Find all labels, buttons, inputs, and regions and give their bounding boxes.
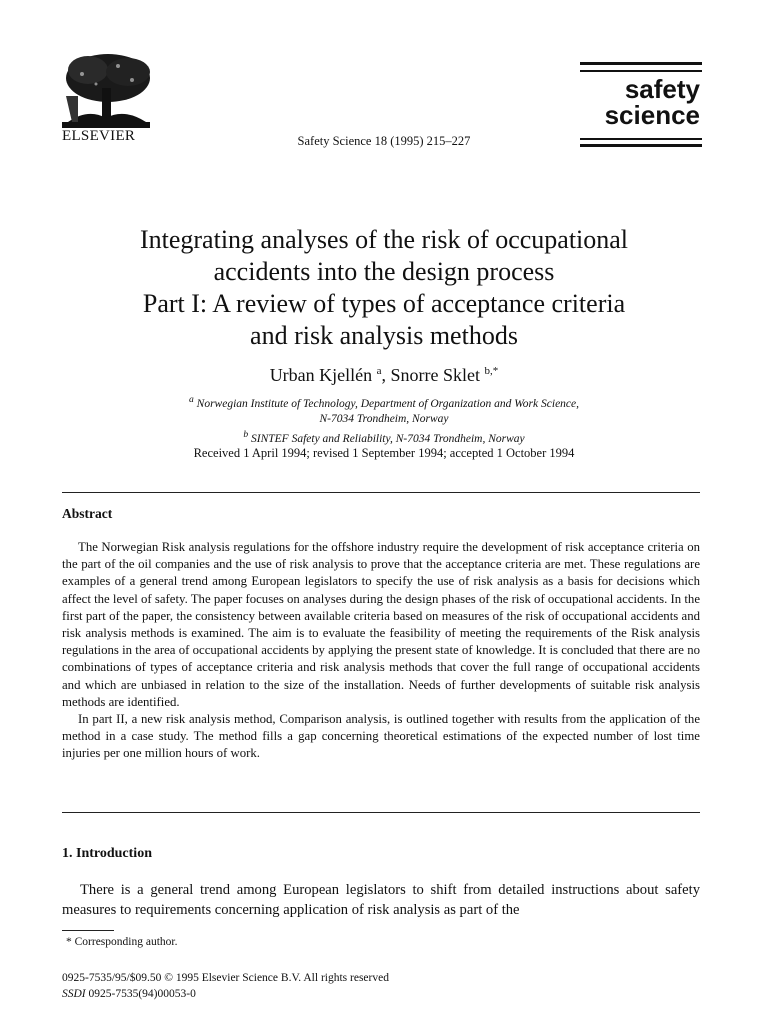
title-line: accidents into the design process <box>213 257 555 286</box>
affiliation-marker: a <box>376 365 382 377</box>
author-name: Snorre Sklet <box>390 365 481 385</box>
affiliation-text: N-7034 Trondheim, Norway <box>319 412 449 425</box>
abstract-paragraph: The Norwegian Risk analysis regulations for the offshore industry require the development of risk acceptance criteria on the part of the oil companies and the use of risk analysis to prove that the acceptance criteria are met. These regulations are examples of a general trend among European legislators to specify the use of risk analysis as a basis for decisions which affect the level of safety. The paper focuses on analyses during the design phases of the risk of occupational accidents. In the first part of the paper, the consistency between available criteria based on measures of the risk of occupational accidents and risk analysis methods is examined. The aim is to evaluate the feasibility of meeting the requirements of the Risk analysis regulations in the area of occupational accidents by applying the present state of knowledge. It is concluded that there are no combinations of types of acceptance criteria and risk analysis methods that cover the full range of occupational accidents and which are unbiased in relation to the size of the installation. Needs of further developments of suitable risk analysis methods are identified. <box>62 540 700 709</box>
affiliation-marker: b <box>243 428 249 440</box>
article-title <box>40 224 728 352</box>
abstract-paragraph: In part II, a new risk analysis method, Comparison analysis, is outlined together with results from the application of the method in a case study. The method fills a gap concerning theoretical estimations of the expected number of lost time injuries per one million hours of work. <box>62 712 700 761</box>
publisher-name: ELSEVIER <box>62 128 136 144</box>
author-separator: , <box>381 365 391 385</box>
abstract-body <box>62 539 700 763</box>
safety-science-logo <box>580 62 702 154</box>
ssdi-label: SSDI <box>62 988 86 1000</box>
ssdi-line <box>62 988 196 1000</box>
affiliation-text: SINTEF Safety and Reliability, N-7034 Trondheim, Norway <box>251 432 525 445</box>
footnote: * Corresponding author. <box>66 936 178 948</box>
abstract-heading: Abstract <box>62 506 113 521</box>
svg-text:science: science <box>604 100 700 130</box>
author-list <box>0 365 768 386</box>
elsevier-tree-logo <box>58 52 154 130</box>
affiliations <box>0 392 768 447</box>
affiliation-marker: b,* <box>484 365 499 377</box>
footnote-divider <box>62 930 114 931</box>
divider <box>62 492 700 493</box>
affiliation-marker: a <box>188 394 194 405</box>
received-dates: Received 1 April 1994; revised 1 September 1994; accepted 1 October 1994 <box>193 446 575 460</box>
section-heading: 1. Introduction <box>62 846 152 861</box>
title-line: Part I: A review of types of acceptance criteria <box>142 289 626 318</box>
ssdi-value: 0925-7535(94)00053-0 <box>85 988 196 1000</box>
author-name: Urban Kjellén <box>269 365 373 385</box>
body-paragraph: There is a general trend among European legislators to shift from detailed instructions about safety measures to requirements concerning application of risk analysis as part of the <box>62 882 700 918</box>
journal-citation: Safety Science 18 (1995) 215–227 <box>297 134 471 148</box>
affiliation-text: Norwegian Institute of Technology, Department of Organization and Work Science, <box>196 397 580 410</box>
title-line: Integrating analyses of the risk of occupational <box>139 225 629 254</box>
svg-text:safety: safety <box>624 74 700 104</box>
title-line: and risk analysis methods <box>250 321 518 350</box>
copyright-line: 0925-7535/95/$09.50 © 1995 Elsevier Science B.V. All rights reserved <box>62 972 389 984</box>
divider <box>62 812 700 813</box>
